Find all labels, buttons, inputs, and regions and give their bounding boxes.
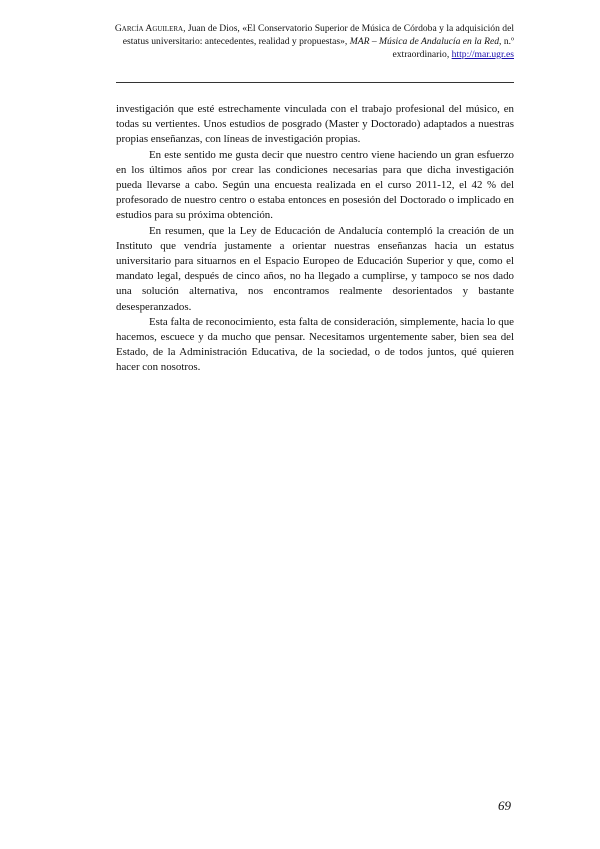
paragraph: En resumen, que la Ley de Educación de Andalucía contempló la creación de un Instituto que vendría justamente a orientar nuestras enseñanzas hacia un estatus universitario para situarnos en el Espacio Europeo de Educación Superior y que, como el mandato legal, después de cinco años, no ha llegado a cumplirse, y tampoco se nos dado una solución alternativa, nos encontramos realmente desorientados y bastante desesperanzados.: [116, 224, 514, 313]
header-issue: , n.º extraordinario,: [392, 36, 514, 60]
header-journal: MAR – Música de Andalucía en la Red: [349, 36, 500, 47]
running-header: [114, 22, 514, 61]
header-link[interactable]: http://mar.ugr.es: [451, 49, 514, 60]
header-rule: [116, 82, 514, 83]
header-citation: , Juan de Dios, «El Conservatorio Superior de Música de Córdoba y la adquisición del estatus universitario: antecedentes, realidad y propuestas»,: [122, 23, 514, 47]
page-number: 69: [498, 798, 511, 813]
header-author: García Aguilera: [114, 23, 184, 34]
paragraph: En este sentido me gusta decir que nuestro centro viene haciendo un gran esfuerzo en los últimos años por crear las condiciones necesarias para que dicha investigación pueda llevarse a cabo. Según una encuesta realizada en el curso 2011-12, el 42 % del profesorado de nuestro centro o estaba entonces en posesión del Doctorado o implicado en estudios para su próxima obtención.: [116, 148, 514, 222]
paragraph: Esta falta de reconocimiento, esta falta de consideración, simplemente, hacia lo que hacemos, escuece y da mucho que pensar. Necesitamos urgentemente saber, bien sea del Estado, de la Administración Educativa, de la sociedad, o de todos juntos, qué quieren hacer con nosotros.: [116, 315, 514, 374]
body-text: [116, 102, 514, 376]
paragraph: investigación que esté estrechamente vinculada con el trabajo profesional del músico, en todas su vertientes. Unos estudios de posgrado (Master y Doctorado) adaptados a nuestras propias enseñanzas, con líneas de investigación propias.: [116, 103, 514, 146]
